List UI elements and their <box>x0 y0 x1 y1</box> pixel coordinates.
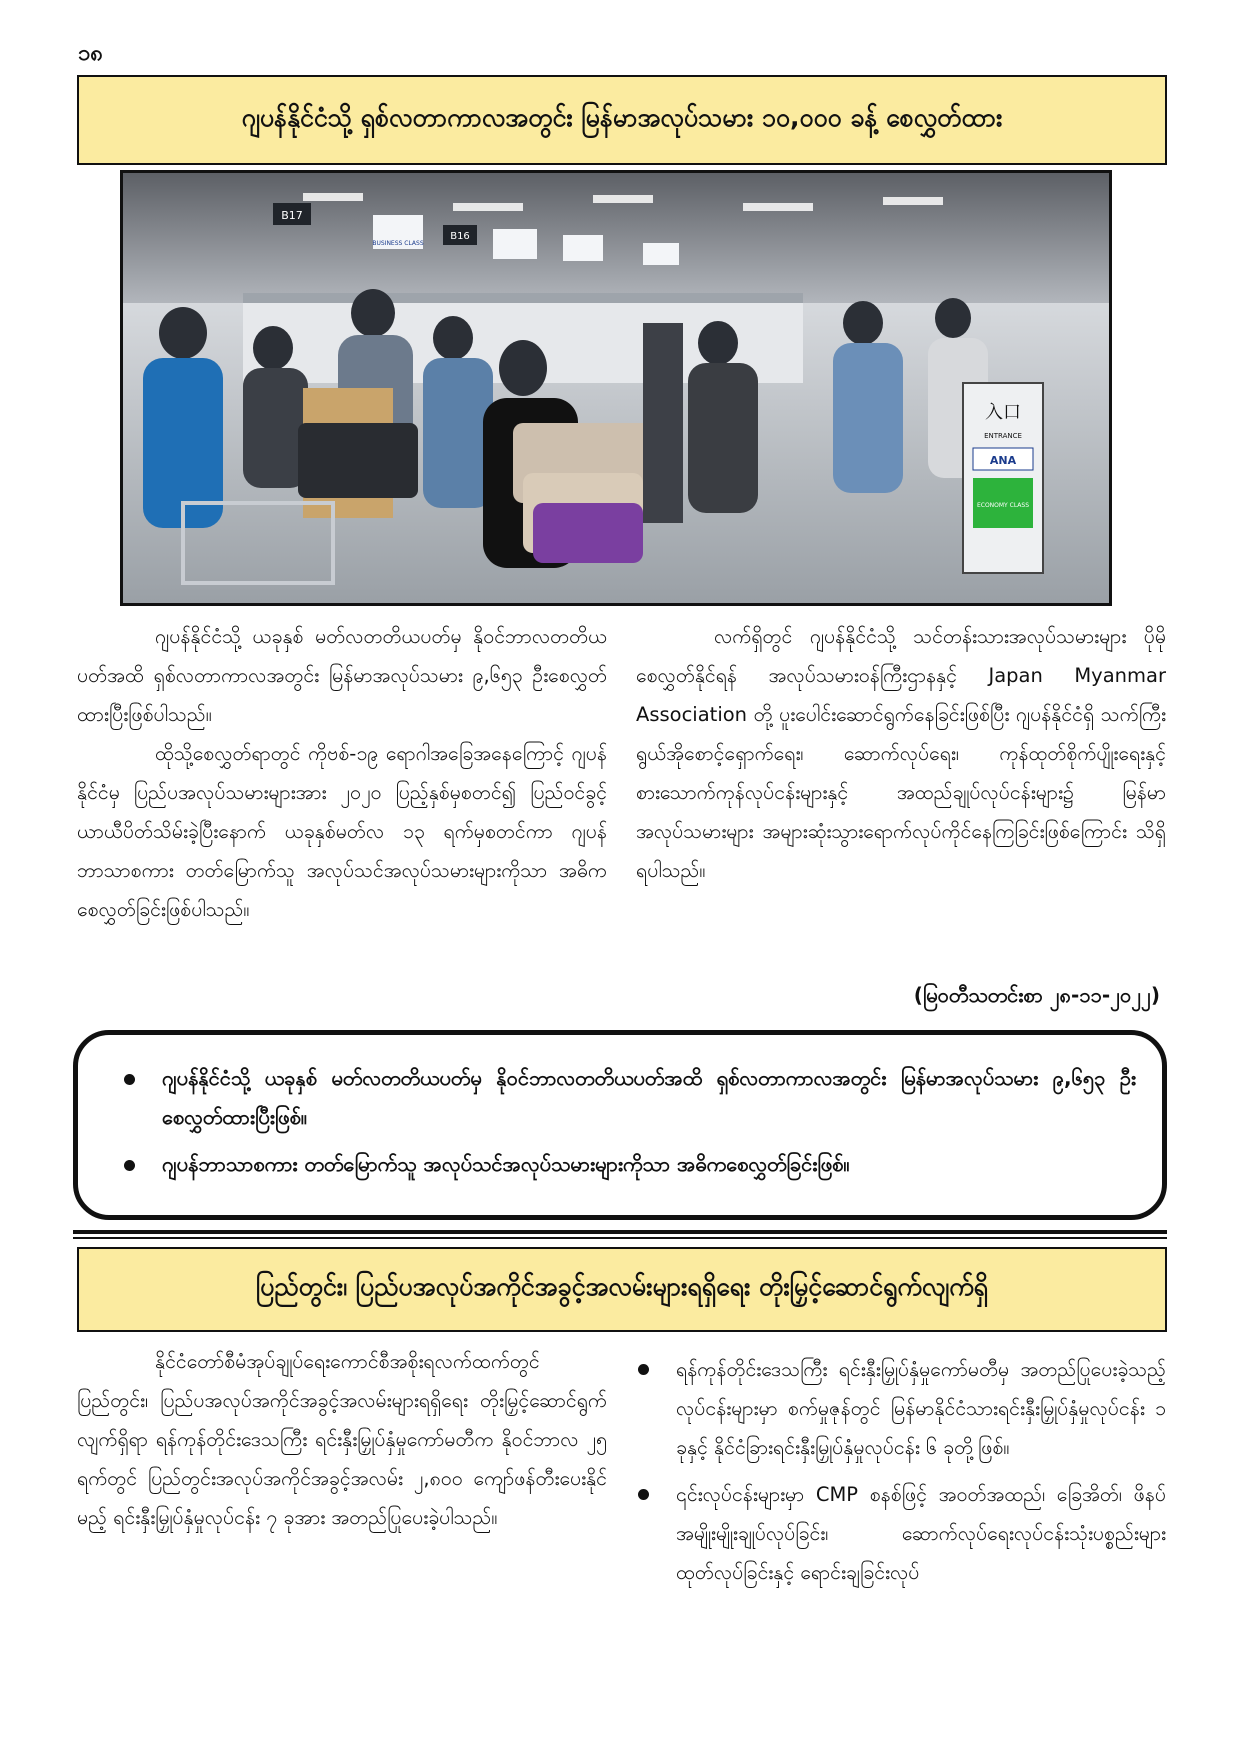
article-bullet-list <box>636 1350 1166 1600</box>
paragraph: ထိုသို့စေလွှတ်ရာတွင် ကိုဗစ်-၁၉ ရောဂါအခြေအနေကြောင့် ဂျပန်နိုင်ငံမှ ပြည်ပအလုပ်သမားများအား ၂၀၂၀ ပြည့်နှစ်မှစတင်၍ ပြည်ဝင်ခွင့်ယာယီပိတ်သိမ်းခဲ့ပြီးနောက် ယခုနှစ်မတ်လ ၁၃ ရက်မှစတင်ကာ ဂျပန်ဘာသာစကား တတ်မြောက်သူ အလုပ်သင်အလုပ်သမားများကိုသာ အဓိကစေလွှတ်ခြင်းဖြစ်ပါသည်။ <box>77 742 607 921</box>
article-headline: ပြည်တွင်း၊ ပြည်ပအလုပ်အကိုင်အခွင့်အလမ်းများရရှိရေး တိုးမြှင့်ဆောင်ရွက်လျက်ရှိ <box>255 1272 989 1301</box>
bullet-icon <box>124 1074 135 1085</box>
source-citation: (မြဝတီသတင်းစာ ၂၈-၁၁-၂၀၂၂) <box>913 983 1160 1007</box>
entrance-jp-sign: 入口 <box>985 402 1021 423</box>
list-item <box>636 1475 1166 1592</box>
bullet-icon <box>638 1364 649 1375</box>
gate-sign-b17: B17 <box>281 209 303 222</box>
section-divider <box>73 1230 1167 1234</box>
photo-illustration <box>123 173 1109 603</box>
paragraph: လက်ရှိတွင် ဂျပန်နိုင်ငံသို့ သင်တန်းသားအလုပ်သမားများ ပိုမိုစေလွှတ်နိုင်ရန် အလုပ်သမားဝန်ကြီးဌာနနှင့် Japan Myanmar Association တို့ ပူးပေါင်းဆောင်ရွက်နေခြင်းဖြစ်ပြီး ဂျပန်နိုင်ငံရှိ သက်ကြီးရွယ်အိုစောင့်ရှောက်ရေး၊ ဆောက်လုပ်ရေး၊ ကုန်ထုတ်စိုက်ပျိုးရေးနှင့် စားသောက်ကုန်လုပ်ငန်းများနှင့် အထည်ချုပ်လုပ်ငန်းများ၌ မြန်မာအလုပ်သမားများ အများဆုံးသွားရောက်လုပ်ကိုင်နေကြခြင်းဖြစ်ကြောင်း သိရှိရပါသည်။ <box>636 625 1166 882</box>
article-column-right <box>636 617 1166 890</box>
bullet-icon <box>638 1489 649 1500</box>
paragraph: ဂျပန်နိုင်ငံသို့ ယခုနှစ် မတ်လတတိယပတ်မှ နိုဝင်ဘာလတတိယပတ်အထိ ရှစ်လတာကာလအတွင်း မြန်မာအလုပ်သမား ၉,၆၅၃ ဦးစေလွှတ်ထားပြီးဖြစ်ပါသည်။ <box>77 625 607 726</box>
list-item-text: ၎င်းလုပ်ငန်းများမှာ CMP စနစ်ဖြင့် အဝတ်အထည်၊ ခြေအိတ်၊ ဖိနပ်အမျိုးမျိုးချုပ်လုပ်ခြင်း၊ ဆောက်လုပ်ရေးလုပ်ငန်းသုံးပစ္စည်းများ ထုတ်လုပ်ခြင်းနှင့် ရောင်းချခြင်းလုပ် <box>676 1483 1166 1584</box>
paragraph: နိုင်ငံတော်စီမံအုပ်ချုပ်ရေးကောင်စီအစိုးရလက်ထက်တွင် ပြည်တွင်း၊ ပြည်ပအလုပ်အကိုင်အခွင့်အလမ်းများရရှိရေး တိုးမြှင့်ဆောင်ရွက်လျက်ရှိရာ ရန်ကုန်တိုင်းဒေသကြီး ရင်းနှီးမြှုပ်နှံမှုကော်မတီက နိုဝင်ဘာလ ၂၅ ရက်တွင် ပြည်တွင်းအလုပ်အကိုင်အခွင့်အလမ်း ၂,၈၀၀ ကျော်ဖန်တီးပေးနိုင်မည့် ရင်းနှီးမြှုပ်နှံမှုလုပ်ငန်း ၇ ခုအား အတည်ပြုပေးခဲ့ပါသည်။ <box>77 1350 607 1529</box>
airport-checkin-photo <box>120 170 1112 606</box>
summary-text: ဂျပန်ဘာသာစကား တတ်မြောက်သူ အလုပ်သင်အလုပ်သမားများကိုသာ အဓိကစေလွှတ်ခြင်းဖြစ်။ <box>162 1152 850 1176</box>
headline-box <box>77 1247 1167 1332</box>
article-column-left <box>77 1342 607 1537</box>
business-class-sign: BUSINESS CLASS <box>372 240 424 247</box>
page-number: ၁၈ <box>78 41 103 66</box>
article-headline: ဂျပန်နိုင်ငံသို့ ရှစ်လတာကာလအတွင်း မြန်မာအလုပ်သမား ၁၀,၀၀၀ ခန့် စေလွှတ်ထား <box>241 102 1003 132</box>
list-item <box>636 1350 1166 1467</box>
summary-item <box>104 1059 1136 1137</box>
summary-text: ဂျပန်နိုင်ငံသို့ ယခုနှစ် မတ်လတတိယပတ်မှ နိုဝင်ဘာလတတိယပတ်အထိ ရှစ်လတာကာလအတွင်း မြန်မာအလုပ်သမား ၉,၆၅၃ ဦးစေလွှတ်ထားပြီးဖြစ်။ <box>162 1066 1136 1129</box>
list-item-text: ရန်ကုန်တိုင်းဒေသကြီး ရင်းနှီးမြှုပ်နှံမှုကော်မတီမှ အတည်ပြုပေးခဲ့သည့်လုပ်ငန်းများမှာ စက်မှုဇုန်တွင် မြန်မာနိုင်ငံသားရင်းနှီးမြှုပ်နှံမှုလုပ်ငန်း ၁ ခုနှင့် နိုင်ငံခြားရင်းနှီးမြှုပ်နှံမှုလုပ်ငန်း ၆ ခုတို့ဖြစ်။ <box>676 1358 1166 1459</box>
summary-item <box>104 1145 1136 1184</box>
entrance-en-sign: ENTRANCE <box>984 432 1022 440</box>
gate-sign-b16: B16 <box>450 231 470 242</box>
article-column-left <box>77 617 607 929</box>
headline-box <box>77 75 1167 165</box>
summary-box <box>73 1030 1167 1220</box>
bullet-icon <box>124 1160 135 1171</box>
section-divider <box>73 1237 1167 1239</box>
economy-class-sign: ECONOMY CLASS <box>976 502 1030 509</box>
ana-logo-sign: ANA <box>989 454 1017 467</box>
